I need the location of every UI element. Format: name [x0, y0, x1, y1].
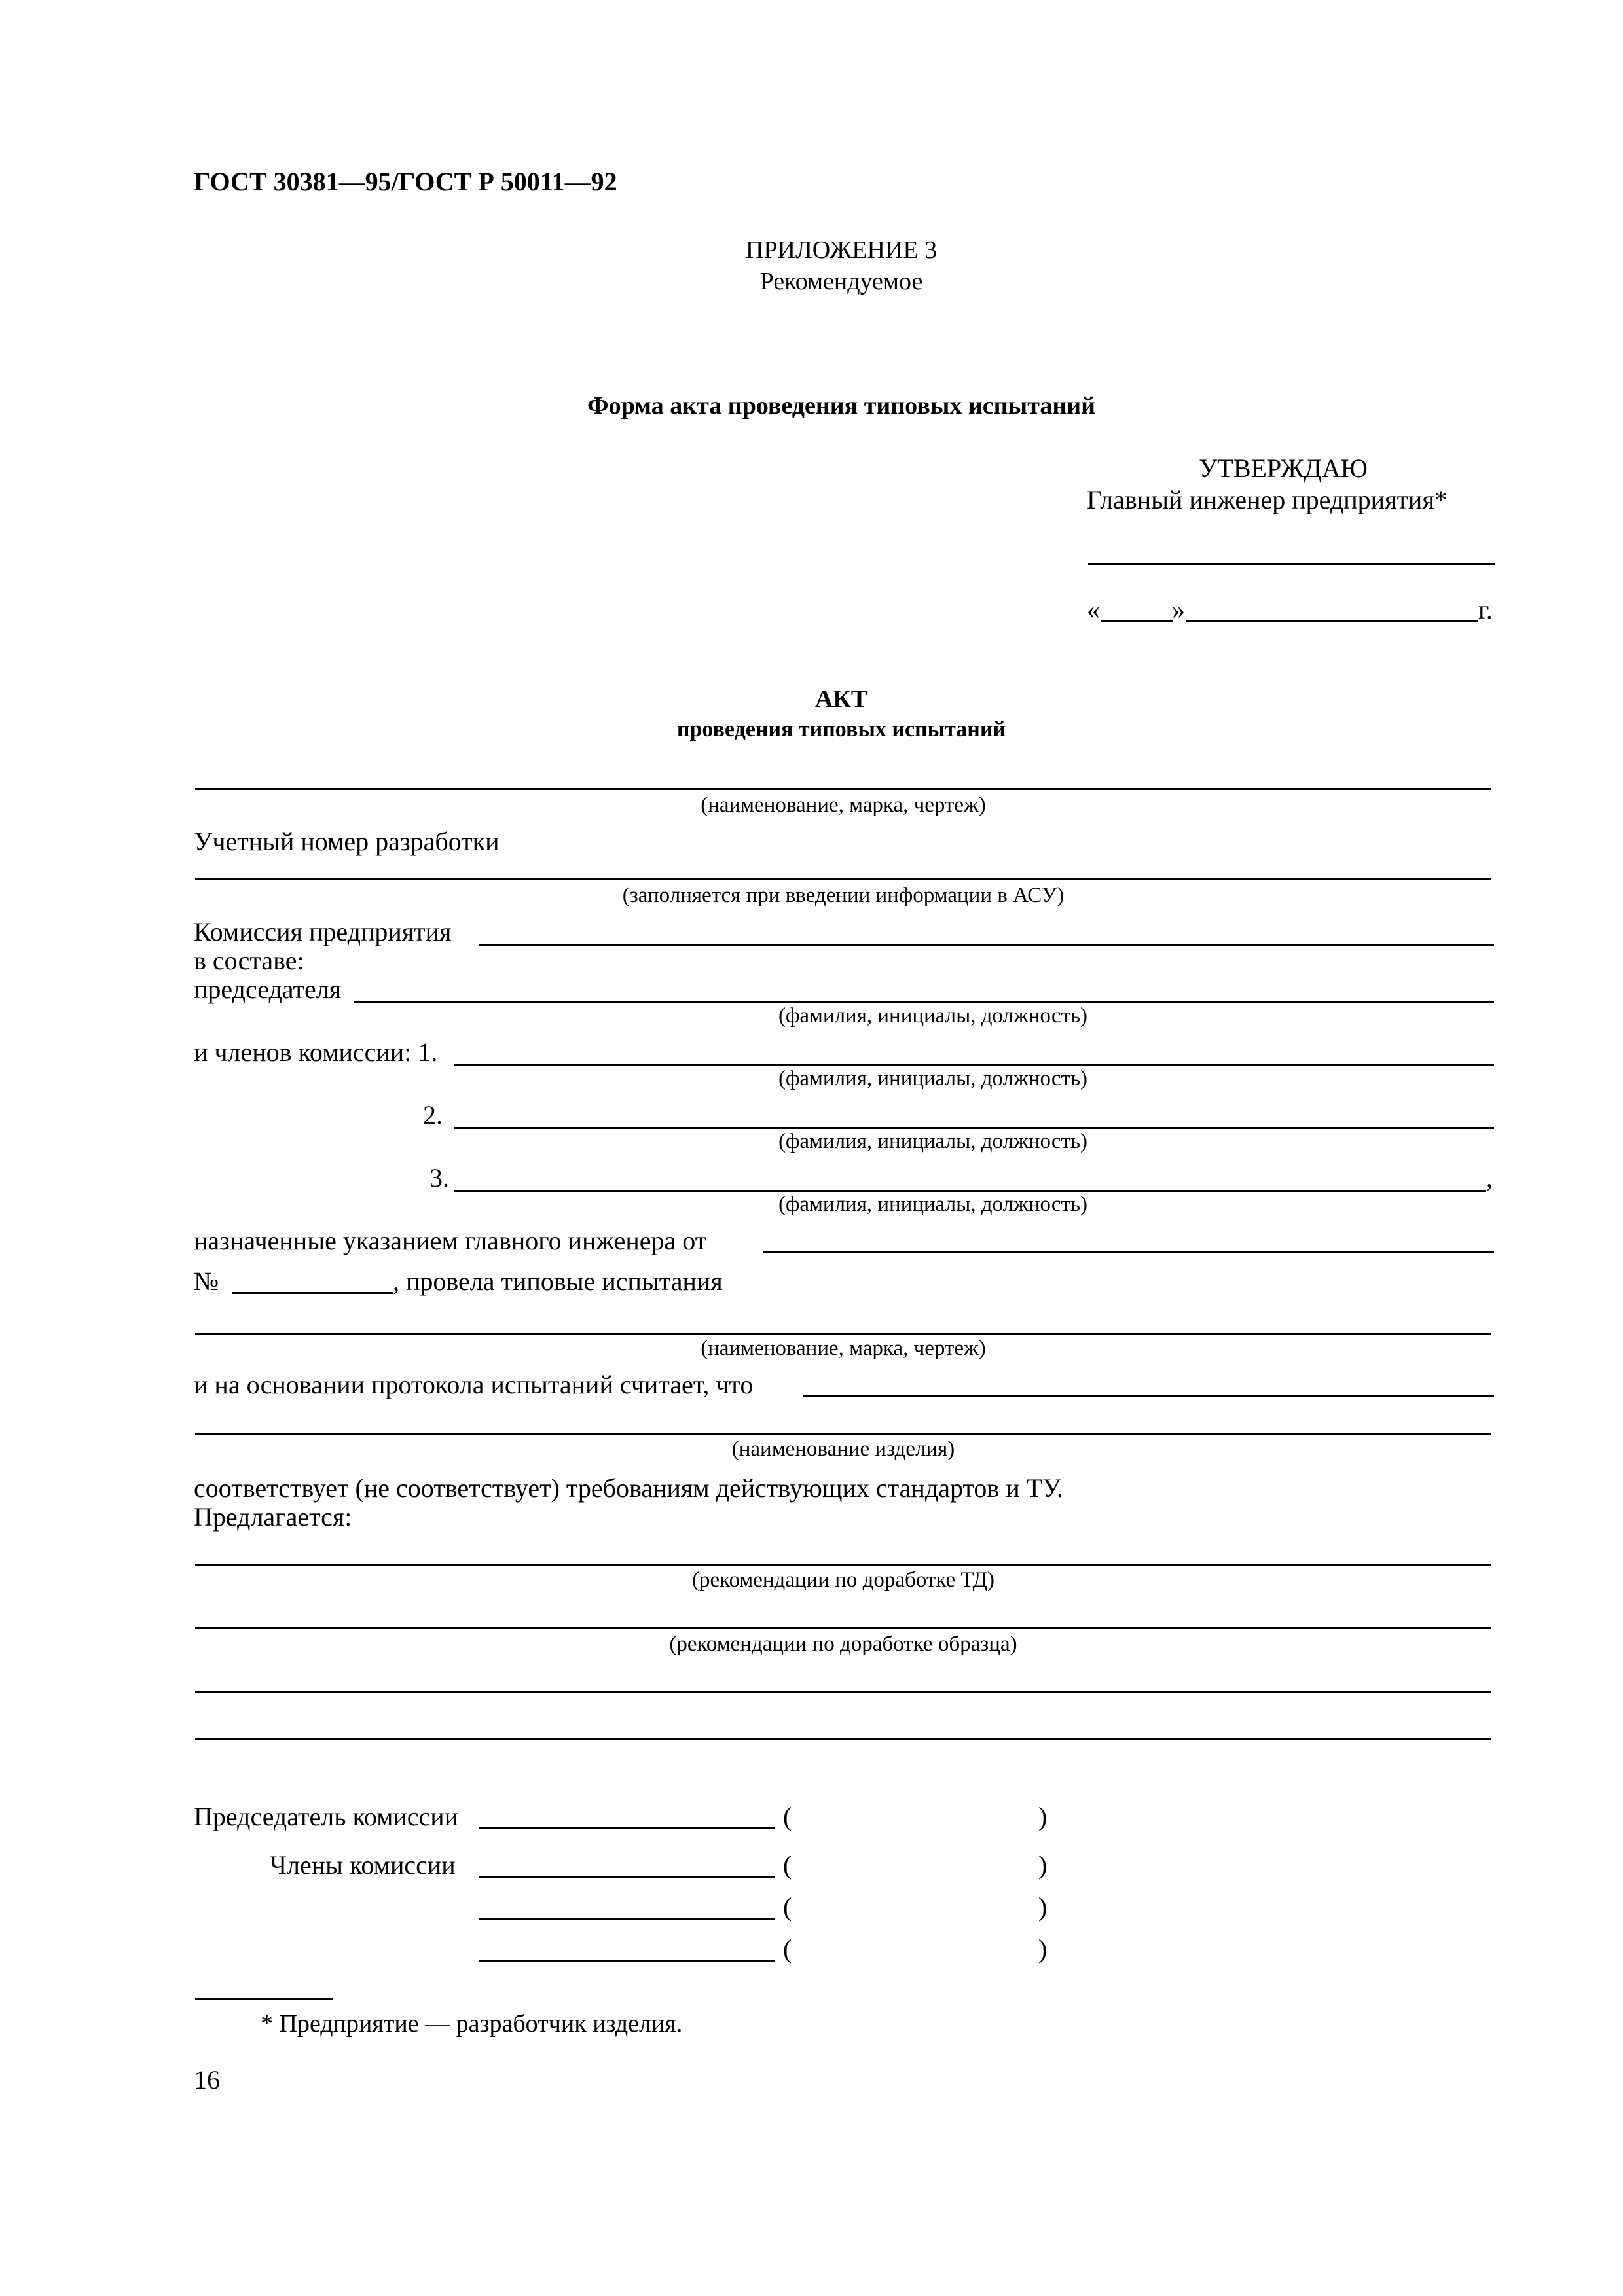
extra-line-1 [195, 1691, 1491, 1693]
protocol-label: и на основании протокола испытаний считает, что [194, 1370, 754, 1399]
member2-caption: (фамилия, инициалы, должность) [778, 1130, 1087, 1153]
appendix-title: ПРИЛОЖЕНИЕ 3 [745, 236, 938, 264]
date-month-year-line [1186, 620, 1478, 622]
conducted-text: , провела типовые испытания [393, 1266, 723, 1296]
member2-close-paren: ) [1038, 1892, 1048, 1922]
member1-close-paren: ) [1038, 1850, 1048, 1880]
act-subtitle: проведения типовых испытаний [676, 717, 1006, 742]
number-sign: № [194, 1266, 219, 1296]
date-day-line [1101, 620, 1173, 622]
tested-product-caption: (наименование, марка, чертеж) [701, 1336, 986, 1360]
approver-signature-line [1088, 563, 1495, 565]
form-title: Форма акта проведения типовых испытаний [587, 392, 1096, 420]
member2-number: 2. [423, 1100, 443, 1130]
page-number: 16 [194, 2065, 220, 2094]
approver-position: Главный инженер предприятия* [1087, 485, 1448, 514]
td-recommendations-line [195, 1564, 1491, 1566]
member1-caption: (фамилия, инициалы, должность) [778, 1067, 1087, 1090]
product-line [195, 1433, 1491, 1435]
reg-number-caption: (заполняется при введении информации в АСУ) [622, 884, 1065, 907]
standard-header: ГОСТ 30381—95/ГОСТ Р 50011—92 [194, 167, 617, 196]
chairman-signature-line [479, 1827, 775, 1829]
member2-line [454, 1127, 1494, 1129]
chairman-line [354, 1001, 1494, 1003]
order-number-line [232, 1292, 393, 1294]
footnote: * Предприятие — разработчик изделия. [261, 2010, 683, 2037]
product-caption: (наименование изделия) [731, 1437, 955, 1461]
member3-comma: , [1486, 1163, 1493, 1193]
act-title: АКТ [814, 685, 868, 713]
conformity-text: соответствует (не соответствует) требованиям действующих стандартов и ТУ. [194, 1473, 1063, 1503]
footnote-divider [195, 1998, 333, 2000]
member3-open-paren: ( [783, 1934, 792, 1964]
chairman-close-paren: ) [1038, 1802, 1048, 1831]
members-signature-label: Члены комиссии [270, 1850, 456, 1880]
appointed-date-line [763, 1251, 1494, 1253]
members-label: и членов комиссии: 1. [194, 1037, 438, 1067]
member3-line [454, 1190, 1486, 1192]
date-year-suffix: г. [1478, 595, 1493, 624]
chairman-open-paren: ( [783, 1802, 792, 1831]
reg-number-label: Учетный номер разработки [194, 827, 500, 856]
composition-label: в составе: [194, 946, 304, 975]
member2-open-paren: ( [783, 1892, 792, 1922]
commission-label: Комиссия предприятия [194, 917, 452, 946]
member3-number: 3. [429, 1163, 449, 1193]
member1-signature-line [479, 1876, 775, 1878]
appointed-label: назначенные указанием главного инженера от [194, 1226, 707, 1255]
member1-open-paren: ( [783, 1850, 792, 1880]
proposed-label: Предлагается: [194, 1502, 352, 1532]
commission-line [479, 944, 1494, 946]
member3-caption: (фамилия, инициалы, должность) [778, 1193, 1087, 1216]
reg-number-line [195, 878, 1491, 880]
approve-label: УТВЕРЖДАЮ [1199, 454, 1368, 483]
chairman-caption: (фамилия, инициалы, должность) [778, 1004, 1087, 1028]
product-name-caption: (наименование, марка, чертеж) [701, 793, 986, 817]
protocol-line [803, 1395, 1494, 1397]
sample-recommendations-line [195, 1627, 1491, 1629]
member3-close-paren: ) [1038, 1934, 1048, 1964]
member2-signature-line [479, 1918, 775, 1920]
member1-line [454, 1064, 1494, 1066]
sample-recommendations-caption: (рекомендации по доработке образца) [669, 1632, 1017, 1656]
tested-product-line [195, 1333, 1491, 1335]
member3-signature-line [479, 1960, 775, 1962]
chairman-signature-label: Председатель комиссии [194, 1802, 459, 1831]
chairman-label: председателя [194, 975, 342, 1004]
td-recommendations-caption: (рекомендации по доработке ТД) [691, 1568, 995, 1592]
extra-line-2 [195, 1738, 1491, 1740]
date-close-quote: » [1172, 595, 1185, 624]
appendix-subtitle: Рекомендуемое [759, 268, 923, 295]
date-open-quote: « [1087, 595, 1100, 624]
product-name-line [195, 788, 1491, 790]
